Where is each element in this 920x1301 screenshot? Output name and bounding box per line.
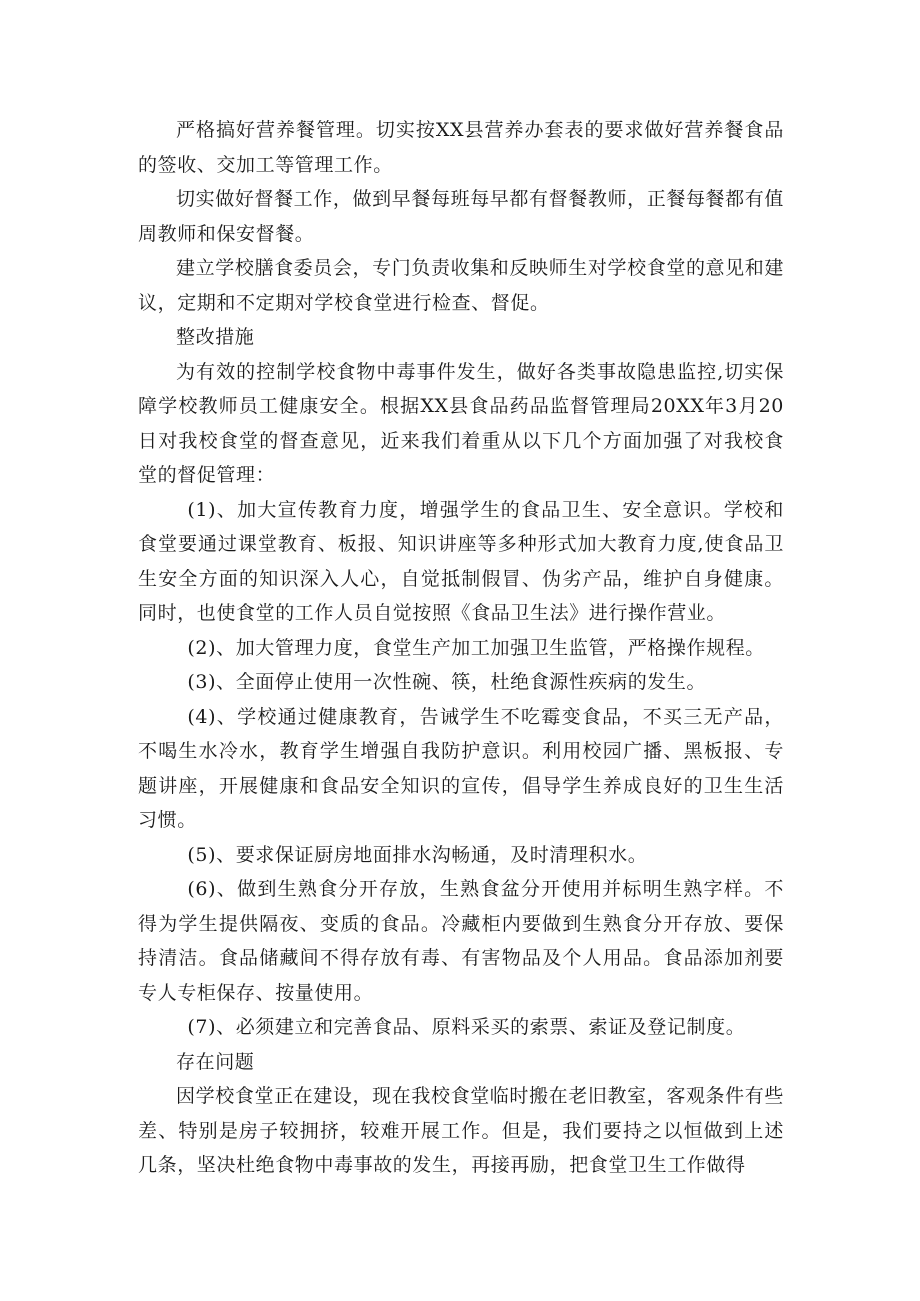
list-item-5: (5)、要求保证厨房地面排水沟畅通，及时清理积水。: [187, 843, 648, 866]
list-item-1: (1)、加大宣传教育力度，增强学生的食品卫生、安全意识。学校和食堂要通过课堂教育、板报、知识讲座等多种形式加大教育力度,使食品卫生安全方面的知识深入人心，自觉抵制假冒、伪劣产品，维护自身健康。同时，也使食堂的工作人员自觉按照《食品卫生法》进行操作营业。: [138, 498, 784, 624]
paragraph-rectification-intro: 为有效的控制学校食物中毒事件发生，做好各类事故隐患监控,切实保障学校教师员工健康安全。根据XX县食品药品监督管理局20XX年3月20日对我校食堂的督查意见，近来我们着重从以下几个方面加强了对我校食堂的督促管理：: [138, 360, 784, 486]
list-item-3: (3)、全面停止使用一次性碗、筷，杜绝食源性疾病的发生。: [187, 671, 707, 693]
paragraph-dietary-committee: 建立学校膳食委员会，专门负责收集和反映师生对学校食堂的意见和建议，定期和不定期对学校食堂进行检查、督促。: [138, 257, 784, 314]
paragraph-nutrition-meal-management: 严格搞好营养餐管理。切实按XX县营养办套表的要求做好营养餐食品的签收、交加工等管理工作。: [138, 119, 784, 176]
list-item-2: (2)、加大管理力度，食堂生产加工加强卫生监管，严格操作规程。: [187, 636, 765, 659]
section-heading-rectification: 整改措施: [176, 326, 255, 348]
paragraph-meal-supervision: 切实做好督餐工作，做到早餐每班每早都有督餐教师，正餐每餐都有值周教师和保安督餐。: [138, 188, 784, 245]
list-item-4: (4)、学校通过健康教育，告诫学生不吃霉变食品，不买三无产品，不喝生水冷水，教育学生增强自我防护意识。利用校园广播、黑板报、专题讲座，开展健康和食品安全知识的宣传，倡导学生养成良好的卫生生活习惯。: [138, 705, 784, 831]
list-item-6: (6)、做到生熟食分开存放，生熟食盆分开使用并标明生熟字样。不得为学生提供隔夜、变质的食品。冷藏柜内要做到生熟食分开存放、要保持清洁。食品储藏间不得存放有毒、有害物品及个人用品。食品添加剂要专人专柜保存、按量使用。: [138, 878, 784, 1004]
list-item-7: (7)、必须建立和完善食品、原料采买的索票、索证及登记制度。: [187, 1016, 746, 1038]
section-heading-existing-problems: 存在问题: [176, 1050, 255, 1073]
paragraph-existing-problems: 因学校食堂正在建设，现在我校食堂临时搬在老旧教室，客观条件有些差、特别是房子较拥挤，较难开展工作。但是，我们要持之以恒做到上述几条，坚决杜绝食物中毒事故的发生，再接再励，把食堂卫生工作做得: [138, 1085, 784, 1176]
